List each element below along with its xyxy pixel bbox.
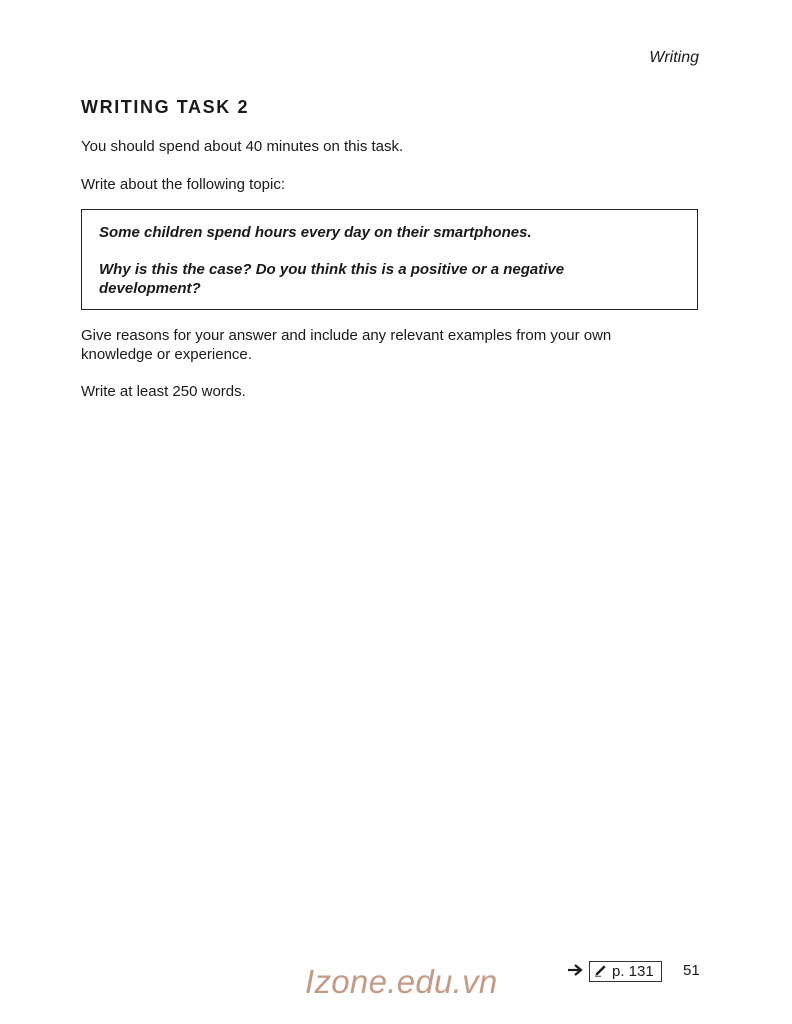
- reference-text: p. 131: [612, 963, 654, 980]
- word-count-instruction: Write at least 250 words.: [81, 383, 246, 400]
- reference-box: [589, 961, 662, 982]
- topic-box: [81, 209, 698, 310]
- running-head: Writing: [649, 49, 699, 66]
- topic-intro: Write about the following topic:: [81, 176, 286, 193]
- pencil-icon: [594, 963, 608, 981]
- reasons-instruction: Give reasons for your answer and include any relevant examples from your own knowledge or experience.: [81, 327, 612, 363]
- page-reference: [567, 961, 662, 982]
- topic-statement: Some children spend hours every day on their smartphones.: [99, 224, 532, 241]
- arrow-right-icon: [567, 963, 583, 981]
- page-number: 51: [683, 962, 700, 979]
- watermark: Izone.edu.vn: [305, 963, 498, 1000]
- topic-question: Why is this the case? Do you think this is a positive or a negative development?: [99, 261, 565, 297]
- time-instruction: You should spend about 40 minutes on this task.: [81, 138, 404, 155]
- task-title: WRITING TASK 2: [81, 97, 250, 117]
